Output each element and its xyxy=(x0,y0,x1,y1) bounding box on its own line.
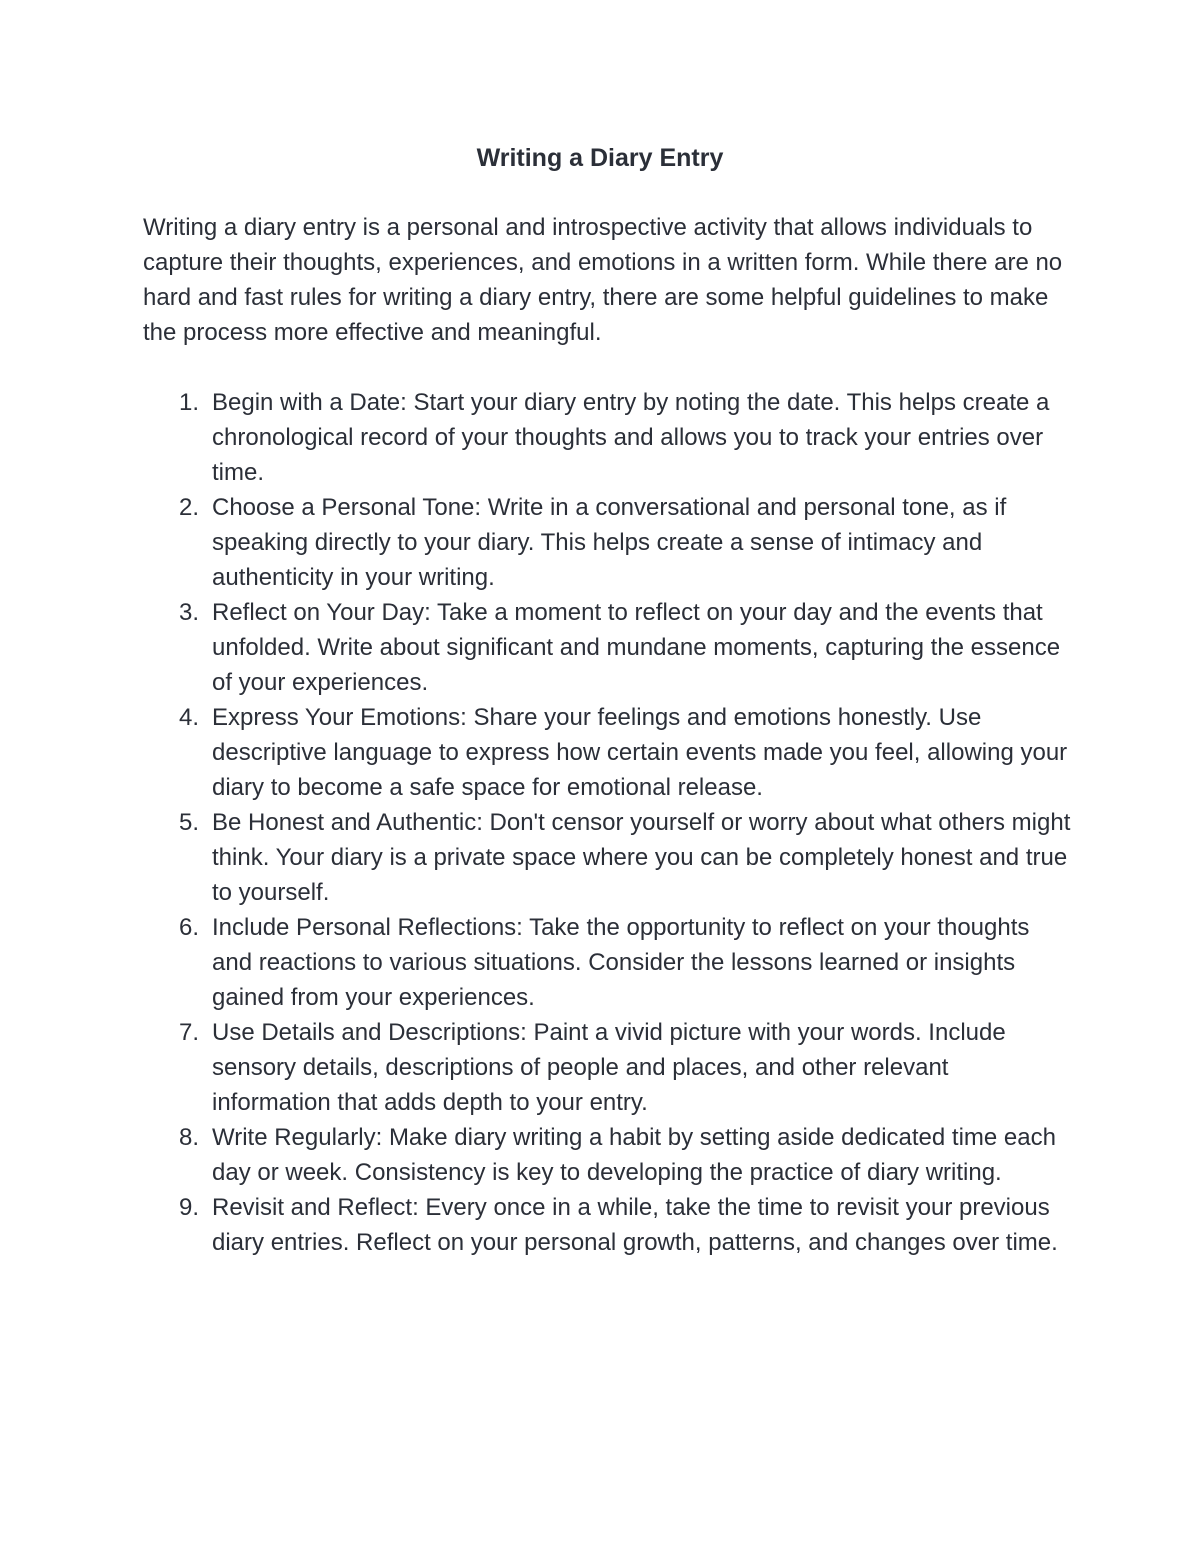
list-item-text: Choose a Personal Tone: Write in a conversational and personal tone, as if speaking directly to your diary. This helps create a sense of intimacy and authenticity in your writing. xyxy=(212,494,1007,591)
list-item xyxy=(143,1190,1073,1260)
list-item-text: Reflect on Your Day: Take a moment to reflect on your day and the events that unfolded. Write about significant and mundane moments, capturing the essence of your experiences. xyxy=(212,599,1061,696)
list-item xyxy=(143,1015,1073,1120)
list-item xyxy=(143,910,1073,1015)
list-item xyxy=(143,700,1073,805)
list-item-text: Express Your Emotions: Share your feelings and emotions honestly. Use descriptive language to express how certain events made you feel, allowing your diary to become a safe space for emotional release. xyxy=(212,704,1068,801)
list-item-text: Begin with a Date: Start your diary entry by noting the date. This helps create a chronological record of your thoughts and allows you to track your entries over time. xyxy=(212,389,1050,486)
list-item xyxy=(143,805,1073,910)
intro-paragraph: Writing a diary entry is a personal and introspective activity that allows individuals to capture their thoughts, experiences, and emotions in a written form. While there are no hard and fast rules for writing a diary entry, there are some helpful guidelines to make the process more effective and meaningful. xyxy=(143,214,1063,346)
list-item-text: Be Honest and Authentic: Don't censor yourself or worry about what others might think. Your diary is a private space where you can be completely honest and true to yourself. xyxy=(212,809,1071,906)
list-item-number: 4. xyxy=(178,704,199,731)
list-item-number: 5. xyxy=(178,809,199,836)
list-item-text: Write Regularly: Make diary writing a habit by setting aside dedicated time each day or week. Consistency is key to developing the practice of diary writing. xyxy=(212,1124,1056,1186)
list-item xyxy=(143,595,1073,700)
list-item-number: 8. xyxy=(178,1124,199,1151)
list-item-number: 2. xyxy=(178,494,199,521)
list-item-text: Include Personal Reflections: Take the opportunity to reflect on your thoughts and reactions to various situations. Consider the lessons learned or insights gained from your experiences. xyxy=(212,914,1030,1011)
list-item-text: Use Details and Descriptions: Paint a vivid picture with your words. Include sensory details, descriptions of people and places, and other relevant information that adds depth to your entry. xyxy=(212,1019,1006,1116)
list-item-text: Revisit and Reflect: Every once in a while, take the time to revisit your previous diary entries. Reflect on your personal growth, patterns, and changes over time. xyxy=(212,1194,1058,1256)
list-item-number: 7. xyxy=(178,1019,199,1046)
list-item-number: 9. xyxy=(178,1194,199,1221)
list-item-number: 1. xyxy=(178,389,199,416)
list-item-number: 6. xyxy=(178,914,199,941)
page-title: Writing a Diary Entry xyxy=(476,144,724,172)
guidelines-list xyxy=(143,385,1073,1260)
list-item xyxy=(143,385,1073,490)
list-item-number: 3. xyxy=(178,599,199,626)
list-item xyxy=(143,490,1073,595)
list-item xyxy=(143,1120,1073,1190)
